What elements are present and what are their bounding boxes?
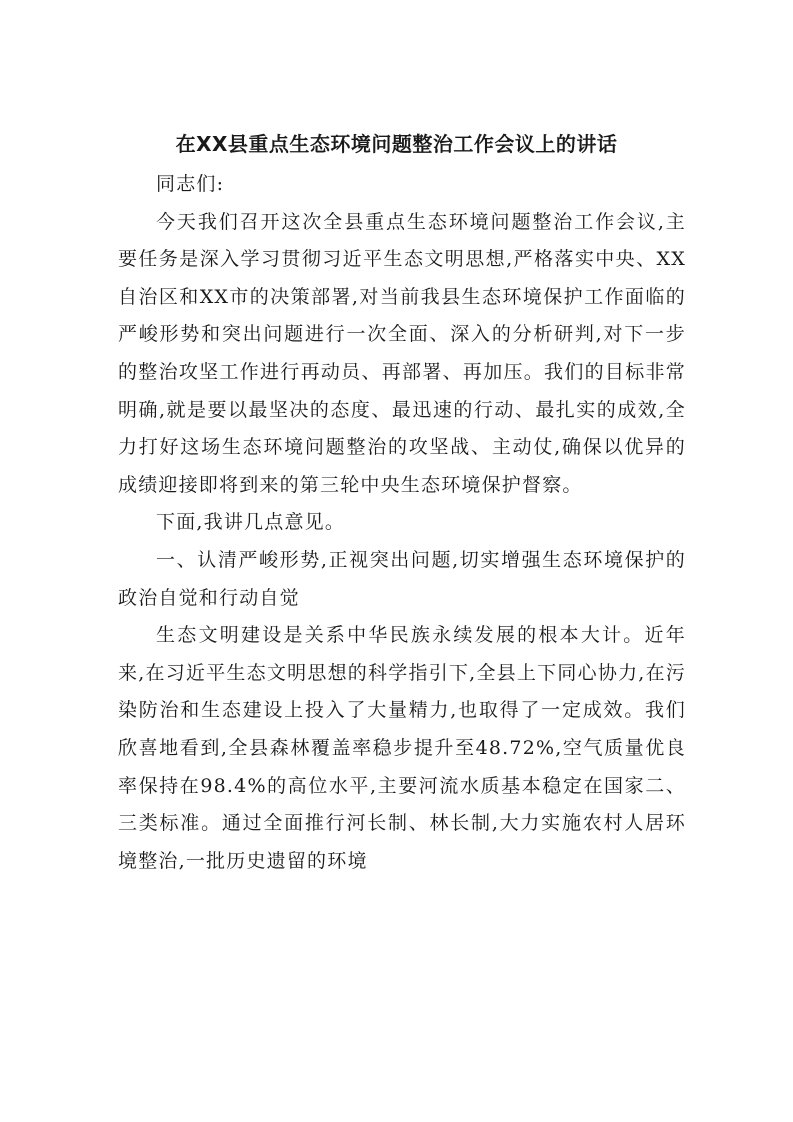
page-title: 在XX县重点生态环境问题整治工作会议上的讲话 (175, 132, 618, 156)
body-paragraph: 今天我们召开这次全县重点生态环境问题整治工作会议,主要任务是深入学习贯彻习近平生态文明思想,严格落实中央、XX自治区和XX市的决策部署,对当前我县生态环境保护工作面临的严峻形势和突出问题进行一次全面、深入的分析研判,对下一步的整治攻坚工作进行再动员、再部署、再加压。我们的目标非常明确,就是要以最坚决的态度、最迅速的行动、最扎实的成效,全力打好这场生态环境问题整治的攻坚战、主动仗,确保以优异的成绩迎接即将到来的第三轮中央生态环境保护督察。 (118, 210, 686, 496)
document-body (118, 166, 686, 880)
salutation-paragraph: 同志们: (156, 173, 225, 195)
body-paragraph: 下面,我讲几点意见。 (156, 511, 346, 534)
section-heading: 一、认清严峻形势,正视突出问题,切实增强生态环境保护的政治自觉和行动自觉 (118, 548, 686, 609)
body-paragraph: 生态文明建设是关系中华民族永续发展的根本大计。近年来,在习近平生态文明思想的科学指引下,全县上下同心协力,在污染防治和生态建设上投入了大量精力,也取得了一定成效。我们欣喜地看到,全县森林覆盖率稳步提升至48.72%,空气质量优良率保持在98.4%的高位水平,主要河流水质基本稳定在国家二、三类标准。通过全面推行河长制、林长制,大力实施农村人居环境整治,一批历史遗留的环境 (118, 624, 686, 872)
